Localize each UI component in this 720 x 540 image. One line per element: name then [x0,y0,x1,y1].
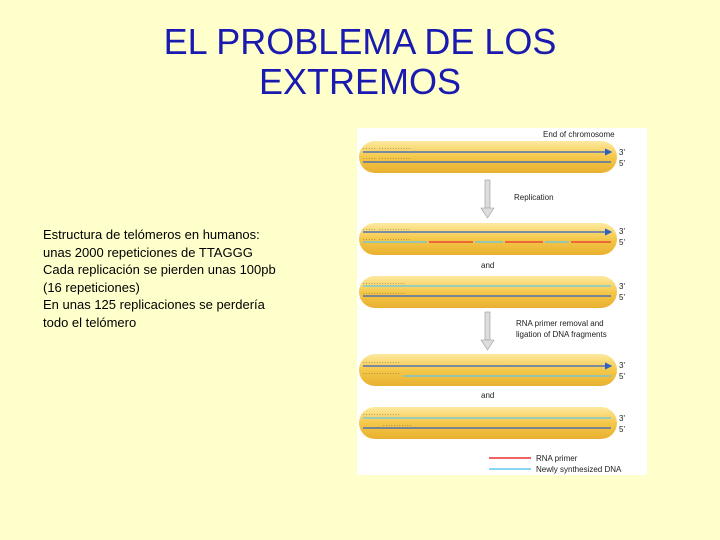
body-line-4: (16 repeticiones) [43,279,140,295]
body-line-1: Estructura de telómeros en humanos: [43,227,260,242]
svg-text:3': 3' [619,414,625,423]
figure-legend [489,454,622,474]
svg-text:5': 5' [619,372,625,381]
chromosome-final-1 [359,354,625,386]
svg-text:..... ............: ..... ............ [363,155,412,161]
telomere-replication-figure [357,128,647,475]
chromosome-original [359,141,625,173]
svg-text:5': 5' [619,293,625,302]
svg-text:..............: .............. [363,359,401,365]
slide-title-line-1: EL PROBLEMA DE LOS [163,21,557,62]
figure-svg [357,128,647,475]
body-line-5: En unas 125 replicaciones se perdería [43,297,265,312]
slide-title [60,22,660,102]
body-line-2: unas 2000 repeticiones de TTAGGG [43,244,253,260]
primer-removal-label-1: RNA primer removal and [516,319,604,328]
figure-header: End of chromosome [543,130,615,139]
primer-removal-label-2: ligation of DNA fragments [516,330,607,339]
svg-text:3': 3' [619,361,625,370]
svg-text:5': 5' [619,238,625,247]
svg-text:................: ................ [363,290,406,296]
svg-text:3': 3' [619,282,625,291]
chromosome-final-2 [359,407,625,439]
chromosome-replicated-2 [359,276,625,308]
down-arrow-1 [481,180,494,218]
legend-dna-label: Newly synthesized DNA [536,465,622,474]
slide-title-line-2: EXTREMOS [258,61,462,102]
label-3prime: 3' [619,148,625,157]
svg-text:3': 3' [619,227,625,236]
svg-text:..............: .............. [363,370,401,376]
svg-text:..... ............: ..... ............ [363,226,412,232]
slide-body-text [43,226,343,331]
label-5prime: 5' [619,159,625,168]
and-label-1: and [481,261,495,270]
chromosome-replicated-1 [359,223,625,255]
svg-text:................: ................ [363,280,406,286]
svg-text:..... ............: ..... ............ [363,236,412,242]
body-line-3: Cada replicación se pierden unas 100pb [43,262,276,277]
svg-text:..... ............: ..... ............ [363,145,412,151]
svg-text:5': 5' [619,425,625,434]
and-label-2: and [481,391,495,400]
down-arrow-2 [481,312,494,350]
body-line-6: todo el telómero [43,314,137,330]
legend-rna-label: RNA primer [536,454,578,463]
svg-text:...........: ........... [383,422,413,428]
svg-text:..............: .............. [363,411,401,417]
replication-label: Replication [514,193,554,202]
